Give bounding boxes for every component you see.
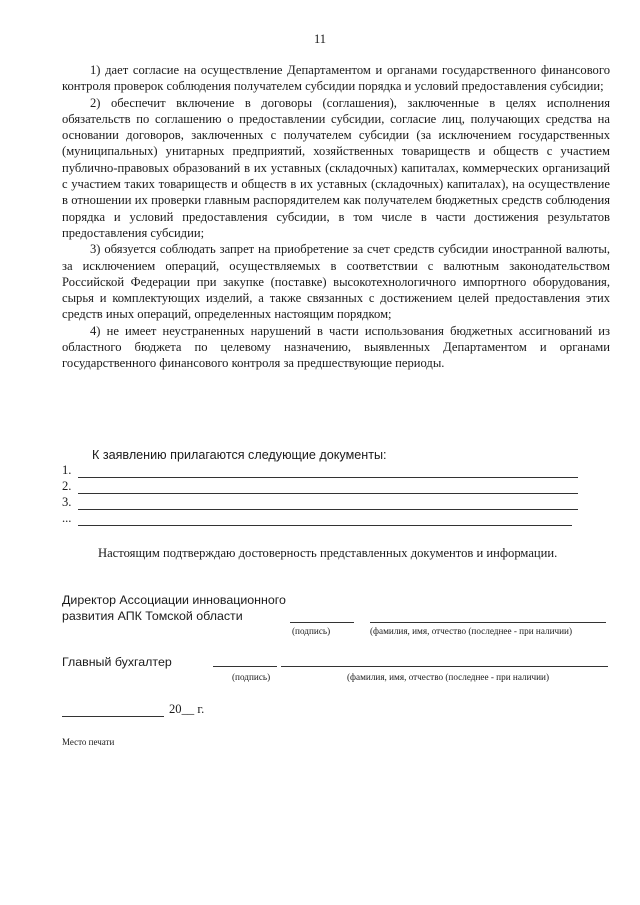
accountant-signature-line — [213, 666, 277, 667]
attachment-blank — [78, 477, 578, 478]
attachment-number: 2. — [62, 479, 72, 493]
director-name-line — [370, 622, 606, 623]
condition-paragraph-2: 2) обеспечит включение в договоры (соглашения), заключенные в целях исполнения обязательств по соглашению о предоставлении субсидии, согласие лиц, получающих средства на основании договоров, заключенных с получателем субсидии (за исключением государственных (муниципальных) унитарных предприятий, хозяйственных товариществ и обществ с участием публично-правовых образований в их уставных (складочных) капиталах, коммерческих организаций с участием таких товариществ и обществ в их уставных (складочных) капиталах), на осуществление в отношении их проверки главным распорядителем как получателем бюджетных средств соблюдения порядка и условий предоставления субсидии, в том числе в части достижения результатов предоставления субсидии; — [62, 95, 610, 240]
attachment-number: 3. — [62, 495, 72, 509]
attachment-blank — [78, 509, 578, 510]
attachment-number: ... — [62, 511, 72, 525]
accountant-name-caption: (фамилия, имя, отчество (последнее - при наличии) — [347, 672, 549, 682]
attachment-blank — [78, 493, 578, 494]
attachments-heading: К заявлению прилагаются следующие документы: — [92, 448, 387, 462]
director-title-line-1: Директор Ассоциации инновационного — [62, 593, 286, 607]
accountant-signature-caption: (подпись) — [232, 672, 271, 682]
director-title-line-2: развития АПК Томской области — [62, 609, 243, 623]
date-blank-line — [62, 716, 164, 717]
director-signature-caption: (подпись) — [292, 626, 331, 636]
condition-paragraph-4: 4) не имеет неустраненных нарушений в части использования бюджетных ассигнований из областного бюджета по целевому назначению, выявленных Департаментом и органами государственного финансового контроля за предшествующие периоды. — [62, 323, 610, 371]
date-year: 20__ г. — [169, 702, 205, 716]
director-name-caption: (фамилия, имя, отчество (последнее - при наличии) — [370, 626, 572, 636]
accountant-name-line — [281, 666, 608, 667]
condition-paragraph-1: 1) дает согласие на осуществление Департаментом и органами государственного финансового контроля проверок соблюдения получателем субсидии порядка и условий предоставления субсидии; — [62, 63, 610, 94]
confirmation-statement: Настоящим подтверждаю достоверность представленных документов и информации. — [98, 546, 558, 560]
page-number: 11 — [313, 32, 327, 46]
condition-paragraph-3: 3) обязуется соблюдать запрет на приобретение за счет средств субсидии иностранной валюты, за исключением операций, осуществляемых в соответствии с валютным законодательством Российской Федерации при закупке (поставке) высокотехнологичного импортного оборудования, сырья и комплектующих изделий, а также связанных с достижением целей предоставления этих средств иных операций, определенных настоящим порядком; — [62, 242, 610, 322]
stamp-place-label: Место печати — [62, 737, 115, 747]
attachment-number: 1. — [62, 463, 72, 477]
attachment-blank — [78, 525, 572, 526]
director-signature-line — [290, 622, 354, 623]
accountant-title: Главный бухгалтер — [62, 655, 172, 669]
conditions-list — [62, 62, 610, 372]
